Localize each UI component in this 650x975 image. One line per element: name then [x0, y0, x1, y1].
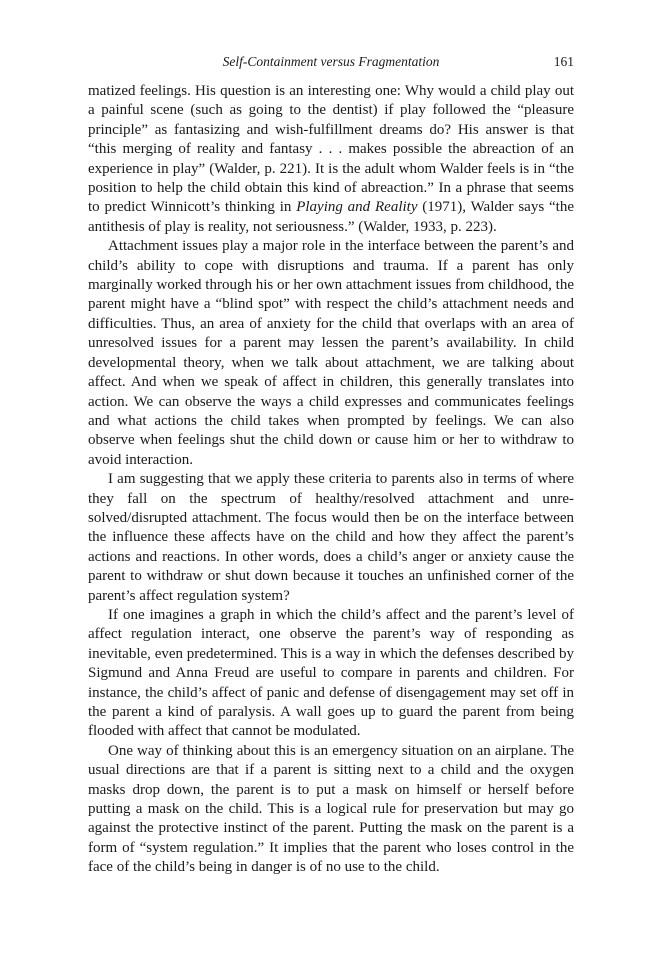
body-text	[88, 82, 574, 878]
paragraph-criteria-parents: I am suggesting that we apply these criteria to parents also in terms of where they fall on the spectrum of healthy/resolved attachment and unresolved/disrupted attachment. The focus would then be on the interface between the influence these affects have on the child and how they affect the parent’s actions and reactions. In other words, does a child’s anger or anxiety cause the parent to withdraw or shut down because it touches an unfinished corner of the parent’s affect regulation system?	[88, 471, 574, 604]
page-number: 161	[553, 54, 574, 69]
book-title-playing-and-reality: Playing and Reality	[296, 199, 418, 216]
paragraph-airplane-analogy: One way of thinking about this is an emergency situation on an airplane. The usual directions are that if a parent is sitting next to a child and the oxygen masks drop down, the parent is to put a mask on himself or herself before putting a mask on the child. This is a logical rule for preservation but may go against the protective instinct of the parent. Putting the mask on the parent is a form of “system regulation.” It implies that the parent who loses control in the face of the child’s being in danger is of no use to the child.	[88, 742, 574, 876]
running-title: Self-Containment versus Fragmentation	[222, 54, 440, 69]
paragraph-attachment-issues: Attachment issues play a major role in the interface between the parent’s and child’s ability to cope with disruptions and trauma. If a parent has only marginally worked through his or her own attachment issues from childhood, the parent might have a “blind spot” with respect the child’s attachment needs and difficulties. Thus, an area of anxiety for the child that overlaps with an area of unresolved issues for a parent may lessen the parent’s availability. In child developmental theory, when we talk about attachment, we are talking about affect. And when we speak of affect in children, this generally translates into action. We can observe the ways a child expresses and communicates feelings and what actions the child takes when prompted by feelings. We can also observe when feelings shut the child down or cause him or her to withdraw to avoid interaction.	[88, 238, 574, 468]
paragraph-affect-graph: If one imagines a graph in which the child’s affect and the parent’s level of affect regulation interact, one observe the parent’s way of responding as inevitable, even predetermined. This is a way in which the defenses described by Sigmund and Anna Freud are useful to compare in parents and children. For instance, the child’s affect of panic and defense of disengagement may set off in the parent a kind of paralysis. A wall goes up to guard the parent from being flooded with affect that cannot be modulated.	[88, 606, 574, 740]
running-head	[88, 52, 574, 72]
paragraph-continued: matized feelings. His question is an interesting one: Why would a child play out a painful scene (such as going to the dentist) if play followed the “pleasure principle” as fantasizing and wish-fulfillment dreams do? His answer is that “this merging of reality and fantasy . . . makes possible the abreaction of an experience in play” (Walder, p. 221). It is the adult whom Walder feels is in “the position to help the child obtain this kind of abreaction.” In a phrase that seems to predict Winnicott’s thinking in Playing and Reality (1971), Walder says “the antithesis of play is reality, not seriousness.” (Walder, 1933, p. 223).	[88, 83, 574, 235]
